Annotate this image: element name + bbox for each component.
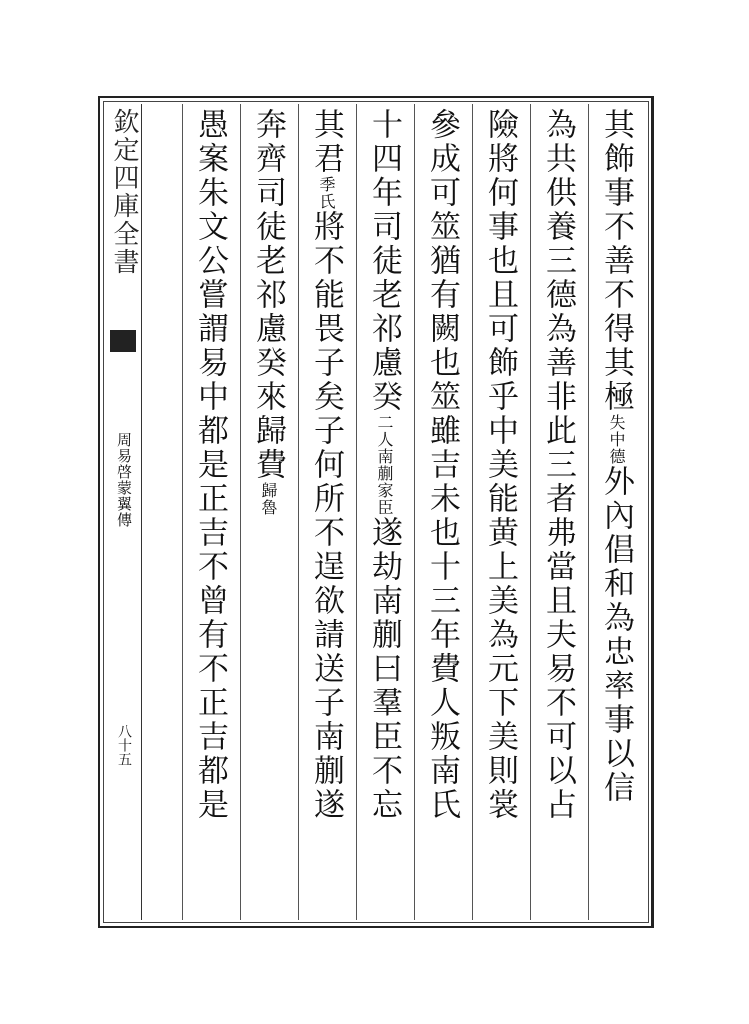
text-column-5: [362, 108, 406, 908]
column-divider: [472, 104, 473, 920]
annotation-note: 失中德: [607, 414, 626, 465]
column-divider: [588, 104, 589, 920]
column-text: 參成可筮猶有闕也筮雖吉未也十三年費人叛南氏: [424, 108, 460, 822]
column-text: 外內倡和為忠率事以信: [598, 465, 634, 805]
column-divider: [240, 104, 241, 920]
column-divider: [356, 104, 357, 920]
column-text: 其飾事不善不得其極: [598, 108, 634, 414]
column-text: 遂劫南蒯曰羣臣不忘: [366, 516, 402, 822]
annotation-note: 季氏: [317, 176, 336, 210]
column-divider: [298, 104, 299, 920]
column-divider: [182, 104, 183, 920]
column-text: 將不能畏子矣子何所不逞欲請送子南蒯遂: [308, 210, 344, 822]
book-title: 周易啓蒙翼傳: [115, 432, 133, 528]
text-column-4: [420, 108, 464, 908]
column-text: 愚案朱文公嘗謂易中都是正吉不曾有不正吉都是: [192, 108, 228, 822]
text-column-6: [304, 108, 348, 908]
column-text: 十四年司徒老祁慮癸: [366, 108, 402, 414]
page-number: 八十五: [116, 724, 132, 766]
column-text: 險將何事也且可飾乎中美能黄上美為元下美則裳: [482, 108, 518, 822]
annotation-note: 二人南蒯家臣: [375, 414, 394, 516]
column-text: 其君: [308, 108, 344, 176]
column-text: 奔齊司徒老祁慮癸來歸費: [250, 108, 286, 482]
annotation-note: 歸魯: [259, 482, 278, 516]
fish-tail-mark: [110, 330, 136, 352]
column-divider: [414, 104, 415, 920]
right-rule: [651, 96, 654, 928]
column-divider: [530, 104, 531, 920]
text-column-7: [246, 108, 290, 908]
text-column-2: [536, 108, 580, 908]
text-column-3: [478, 108, 522, 908]
text-column-1: [594, 108, 638, 908]
column-text: 為共供養三德為善非此三者弗當且夫易不可以占: [540, 108, 576, 822]
text-column-8: [188, 108, 232, 908]
collection-title: 欽定四庫全書: [109, 108, 139, 276]
